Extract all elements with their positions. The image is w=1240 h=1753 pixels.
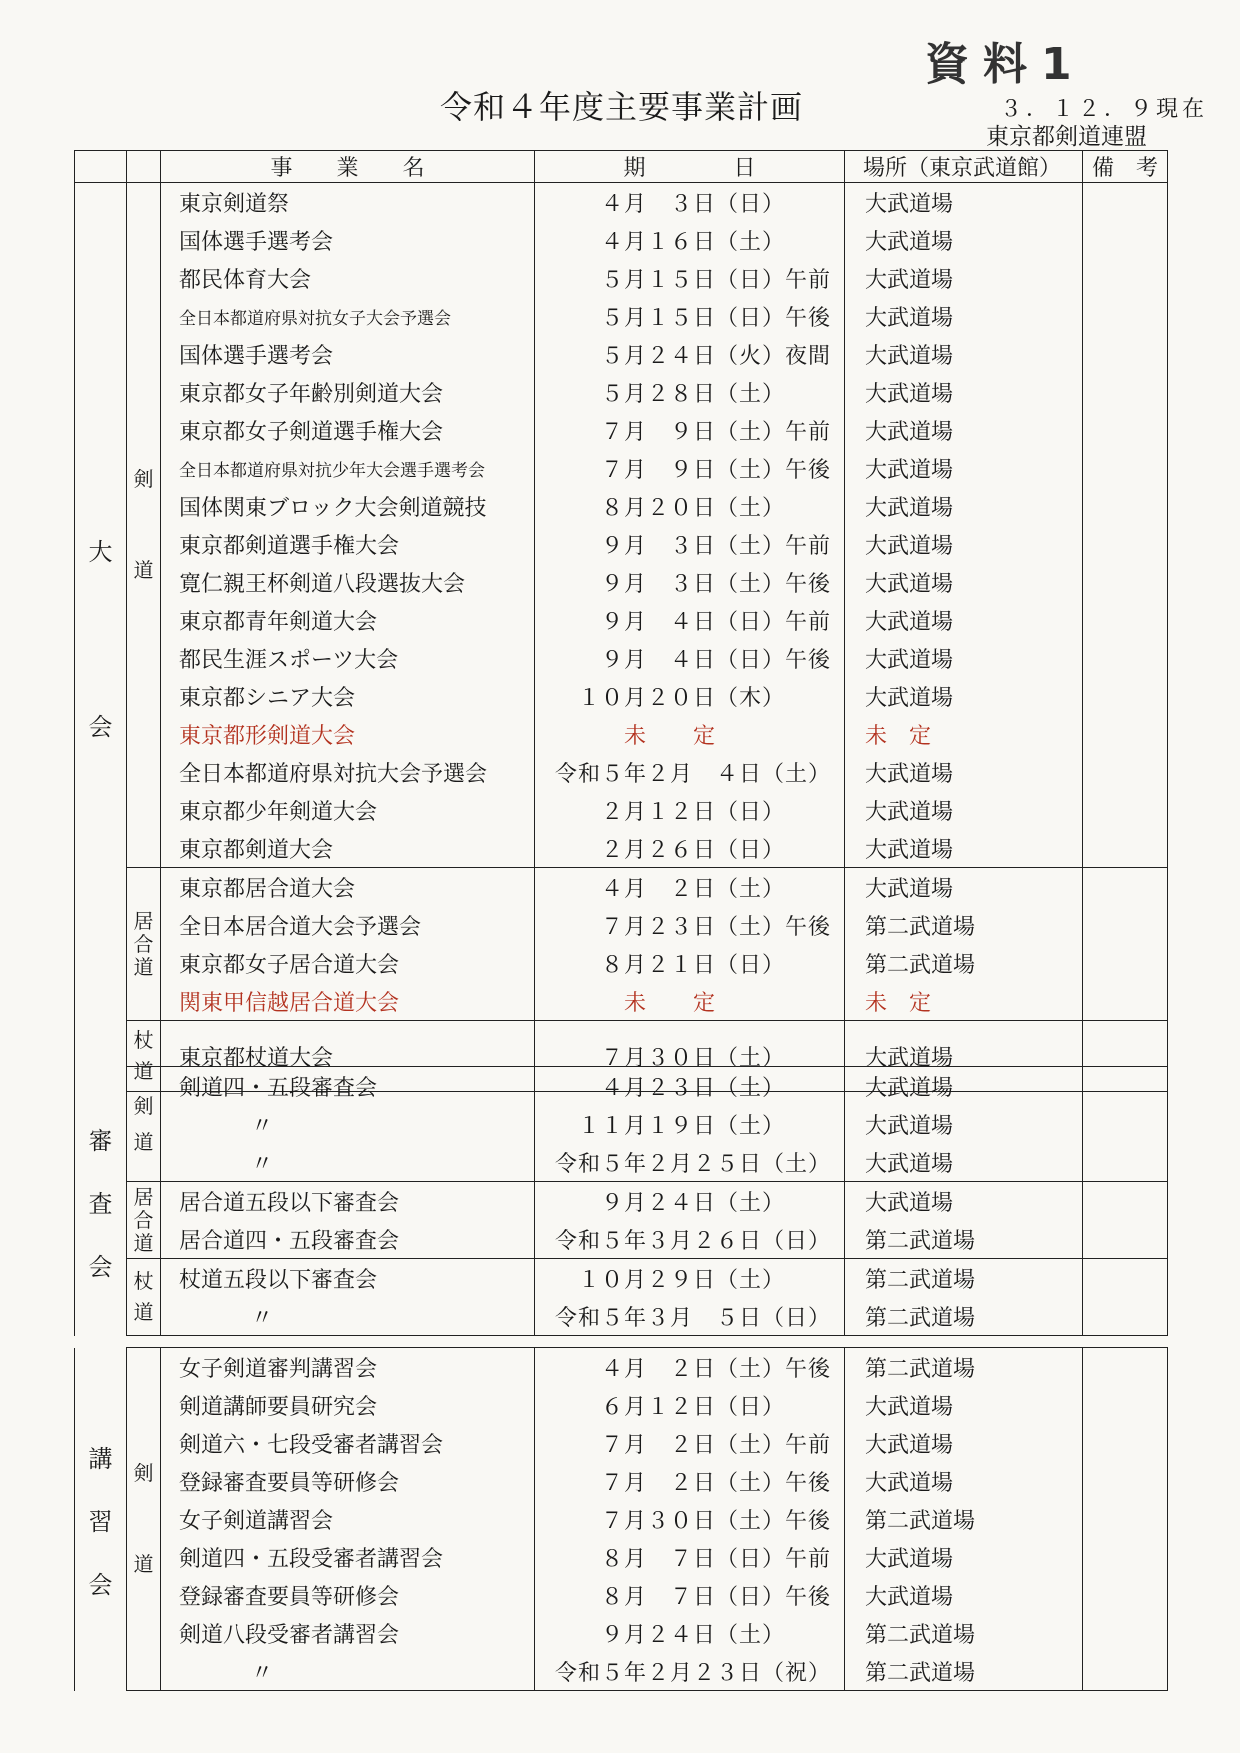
event-place: 大武道場 bbox=[845, 1067, 1083, 1106]
table-row bbox=[75, 1348, 1168, 1387]
table-row bbox=[75, 1500, 1168, 1538]
event-place: 大武道場 bbox=[845, 868, 1083, 907]
event-date: ８月 ７日（日）午前 bbox=[535, 1538, 845, 1576]
event-date: ８月２１日（日） bbox=[535, 944, 845, 982]
table-row bbox=[75, 1652, 1168, 1691]
section-label bbox=[75, 1067, 127, 1336]
event-note bbox=[1083, 297, 1168, 335]
section-label-char: 会 bbox=[88, 1252, 113, 1281]
event-place: 大武道場 bbox=[845, 1576, 1083, 1614]
section-label-char: 習 bbox=[88, 1507, 113, 1536]
table-row bbox=[75, 868, 1168, 907]
event-date: ６月１２日（日） bbox=[535, 1386, 845, 1424]
event-note bbox=[1083, 1348, 1168, 1387]
event-note bbox=[1083, 563, 1168, 601]
table-row bbox=[75, 1105, 1168, 1143]
event-date: ５月１５日（日）午前 bbox=[535, 259, 845, 297]
event-place: 大武道場 bbox=[845, 411, 1083, 449]
event-name: 登録審査要員等研修会 bbox=[161, 1576, 535, 1614]
event-name: 東京都杖道大会 bbox=[161, 1021, 535, 1092]
header-blank-2 bbox=[127, 151, 161, 183]
event-name: 登録審査要員等研修会 bbox=[161, 1462, 535, 1500]
event-place: 第二武道場 bbox=[845, 1614, 1083, 1652]
event-name: 剣道四・五段受審者講習会 bbox=[161, 1538, 535, 1576]
event-place: 大武道場 bbox=[845, 487, 1083, 525]
event-date: ５月２８日（土） bbox=[535, 373, 845, 411]
event-note bbox=[1083, 1182, 1168, 1221]
table-row bbox=[75, 1220, 1168, 1259]
table-row bbox=[75, 1538, 1168, 1576]
table-row bbox=[75, 982, 1168, 1021]
table-row bbox=[75, 1143, 1168, 1182]
event-note bbox=[1083, 1652, 1168, 1691]
category-label-char: 道 bbox=[133, 558, 154, 582]
category-label-char: 道 bbox=[133, 1552, 154, 1576]
event-name: 東京都女子年齢別剣道大会 bbox=[161, 373, 535, 411]
event-note bbox=[1083, 259, 1168, 297]
table-row bbox=[75, 1297, 1168, 1336]
event-place: 大武道場 bbox=[845, 259, 1083, 297]
event-place: 大武道場 bbox=[845, 449, 1083, 487]
category-label-char: 合 bbox=[133, 1207, 154, 1232]
event-name: 居合道四・五段審査会 bbox=[161, 1220, 535, 1259]
event-date: 令和５年３月 ５日（日） bbox=[535, 1297, 845, 1336]
category-label-char: 剣 bbox=[133, 467, 154, 491]
event-note bbox=[1083, 601, 1168, 639]
event-name: 都民体育大会 bbox=[161, 259, 535, 297]
event-date: ４月 ３日（日） bbox=[535, 183, 845, 222]
event-place: 大武道場 bbox=[845, 1462, 1083, 1500]
event-date: 令和５年２月２３日（祝） bbox=[535, 1652, 845, 1691]
event-note bbox=[1083, 829, 1168, 868]
event-date: ７月 ９日（土）午前 bbox=[535, 411, 845, 449]
organization-name: 東京都剣道連盟 bbox=[986, 124, 1147, 150]
event-date: ９月 ４日（日）午前 bbox=[535, 601, 845, 639]
event-date: ８月２０日（土） bbox=[535, 487, 845, 525]
category-label-char: 杖 bbox=[133, 1269, 154, 1293]
event-date: ７月３０日（土） bbox=[535, 1021, 845, 1092]
event-place: 第二武道場 bbox=[845, 1500, 1083, 1538]
event-date: １０月２９日（土） bbox=[535, 1259, 845, 1298]
section-label-char: 審 bbox=[88, 1126, 113, 1155]
event-note bbox=[1083, 1538, 1168, 1576]
schedule-table-3 bbox=[74, 1347, 1168, 1691]
section-label-char: 大 bbox=[88, 538, 113, 567]
document-stamp: 資料1 bbox=[925, 39, 1086, 90]
event-note bbox=[1083, 1067, 1168, 1106]
event-name: 東京都少年剣道大会 bbox=[161, 791, 535, 829]
event-place: 大武道場 bbox=[845, 221, 1083, 259]
table-row bbox=[75, 753, 1168, 791]
header-date: 期 日 bbox=[535, 151, 845, 183]
section-label-char: 講 bbox=[88, 1444, 113, 1473]
event-date: ４月 ２日（土）午後 bbox=[535, 1348, 845, 1387]
event-date: ９月 ３日（土）午前 bbox=[535, 525, 845, 563]
category-label-char: 剣 bbox=[133, 1093, 154, 1118]
event-date: ４月 ２日（土） bbox=[535, 868, 845, 907]
event-place: 大武道場 bbox=[845, 1386, 1083, 1424]
section-label-char: 査 bbox=[88, 1189, 113, 1218]
event-place: 大武道場 bbox=[845, 639, 1083, 677]
schedule-table-1 bbox=[74, 150, 1168, 1092]
header-place: 場所（東京武道館） bbox=[845, 151, 1083, 183]
category-label bbox=[127, 1259, 161, 1336]
event-name: 全日本都道府県対抗大会予選会 bbox=[161, 753, 535, 791]
event-name: 国体選手選考会 bbox=[161, 335, 535, 373]
event-name: 東京剣道祭 bbox=[161, 183, 535, 222]
category-label-char: 道 bbox=[133, 954, 154, 979]
event-name: 剣道六・七段受審者講習会 bbox=[161, 1424, 535, 1462]
event-name: 東京都形剣道大会 bbox=[161, 715, 535, 753]
event-note bbox=[1083, 982, 1168, 1021]
table-row bbox=[75, 563, 1168, 601]
event-place: 大武道場 bbox=[845, 563, 1083, 601]
event-name: 剣道八段受審者講習会 bbox=[161, 1614, 535, 1652]
table-row bbox=[75, 1424, 1168, 1462]
table-row bbox=[75, 829, 1168, 868]
table-row bbox=[75, 487, 1168, 525]
event-name: 全日本居合道大会予選会 bbox=[161, 906, 535, 944]
page-title: 令和４年度主要事業計画 bbox=[440, 88, 804, 126]
event-name: 女子剣道講習会 bbox=[161, 1500, 535, 1538]
event-place: 第二武道場 bbox=[845, 1652, 1083, 1691]
event-place: 大武道場 bbox=[845, 1424, 1083, 1462]
event-date: ９月２４日（土） bbox=[535, 1182, 845, 1221]
event-name: 東京都女子剣道選手権大会 bbox=[161, 411, 535, 449]
event-name: 都民生涯スポーツ大会 bbox=[161, 639, 535, 677]
header-note: 備 考 bbox=[1083, 151, 1168, 183]
category-label-char: 道 bbox=[133, 1230, 154, 1255]
event-place: 大武道場 bbox=[845, 1105, 1083, 1143]
event-place: 大武道場 bbox=[845, 1143, 1083, 1182]
event-place: 大武道場 bbox=[845, 373, 1083, 411]
event-note bbox=[1083, 715, 1168, 753]
event-date: ７月 ２日（土）午前 bbox=[535, 1424, 845, 1462]
table-row bbox=[75, 335, 1168, 373]
header-blank-1 bbox=[75, 151, 127, 183]
event-name: 〃 bbox=[161, 1652, 535, 1691]
event-date: 未 定 bbox=[535, 715, 845, 753]
event-place: 大武道場 bbox=[845, 829, 1083, 868]
event-name: 東京都剣道選手権大会 bbox=[161, 525, 535, 563]
table-row bbox=[75, 183, 1168, 222]
event-note bbox=[1083, 868, 1168, 907]
event-name: 東京都シニア大会 bbox=[161, 677, 535, 715]
table-row bbox=[75, 1462, 1168, 1500]
table-row bbox=[75, 221, 1168, 259]
table-row bbox=[75, 906, 1168, 944]
event-note bbox=[1083, 1259, 1168, 1298]
event-name: 全日本都道府県対抗女子大会予選会 bbox=[161, 297, 535, 335]
table-row bbox=[75, 297, 1168, 335]
event-note bbox=[1083, 1462, 1168, 1500]
event-place: 大武道場 bbox=[845, 1021, 1083, 1092]
event-date: ８月 ７日（日）午後 bbox=[535, 1576, 845, 1614]
event-place: 大武道場 bbox=[845, 335, 1083, 373]
event-place: 大武道場 bbox=[845, 791, 1083, 829]
event-name: 国体関東ブロック大会剣道競技 bbox=[161, 487, 535, 525]
table-row bbox=[75, 677, 1168, 715]
event-note bbox=[1083, 1614, 1168, 1652]
event-date: ９月 ３日（土）午後 bbox=[535, 563, 845, 601]
table-row bbox=[75, 1259, 1168, 1298]
category-label-char: 杖 bbox=[133, 1028, 154, 1052]
table-row bbox=[75, 1067, 1168, 1106]
section-label bbox=[75, 183, 127, 1092]
event-place: 大武道場 bbox=[845, 1538, 1083, 1576]
category-label-char: 合 bbox=[133, 931, 154, 956]
event-name: 居合道五段以下審査会 bbox=[161, 1182, 535, 1221]
event-place: 大武道場 bbox=[845, 297, 1083, 335]
event-note bbox=[1083, 753, 1168, 791]
event-note bbox=[1083, 1297, 1168, 1336]
event-note bbox=[1083, 944, 1168, 982]
event-note bbox=[1083, 183, 1168, 222]
header-event-name: 事 業 名 bbox=[161, 151, 535, 183]
table-row bbox=[75, 373, 1168, 411]
event-date: ２月１２日（日） bbox=[535, 791, 845, 829]
event-place: 大武道場 bbox=[845, 601, 1083, 639]
table-row bbox=[75, 449, 1168, 487]
category-label bbox=[127, 1348, 161, 1691]
event-note bbox=[1083, 373, 1168, 411]
category-label bbox=[127, 1067, 161, 1182]
table-row bbox=[75, 1386, 1168, 1424]
section-label-char: 会 bbox=[88, 713, 113, 742]
event-date: ４月２３日（土） bbox=[535, 1067, 845, 1106]
event-date: ７月２３日（土）午後 bbox=[535, 906, 845, 944]
event-name: 東京都居合道大会 bbox=[161, 868, 535, 907]
table-row bbox=[75, 1182, 1168, 1221]
event-date: １０月２０日（木） bbox=[535, 677, 845, 715]
category-label bbox=[127, 183, 161, 868]
event-note bbox=[1083, 1386, 1168, 1424]
section-label-char: 会 bbox=[88, 1570, 113, 1599]
table-row bbox=[75, 1614, 1168, 1652]
event-place: 第二武道場 bbox=[845, 906, 1083, 944]
event-place: 大武道場 bbox=[845, 183, 1083, 222]
event-note bbox=[1083, 411, 1168, 449]
event-place: 大武道場 bbox=[845, 677, 1083, 715]
event-date: ７月 ９日（土）午後 bbox=[535, 449, 845, 487]
table-header-row bbox=[75, 151, 1168, 183]
event-name: 関東甲信越居合道大会 bbox=[161, 982, 535, 1021]
category-label bbox=[127, 1182, 161, 1259]
event-name: 東京都女子居合道大会 bbox=[161, 944, 535, 982]
event-place: 大武道場 bbox=[845, 1182, 1083, 1221]
event-date: 未 定 bbox=[535, 982, 845, 1021]
table-row bbox=[75, 1576, 1168, 1614]
event-name: 東京都剣道大会 bbox=[161, 829, 535, 868]
event-date: １１月１９日（土） bbox=[535, 1105, 845, 1143]
table-row bbox=[75, 944, 1168, 982]
category-label-char: 道 bbox=[133, 1300, 154, 1324]
event-name: 全日本都道府県対抗少年大会選手選考会 bbox=[161, 449, 535, 487]
event-note bbox=[1083, 1500, 1168, 1538]
event-place: 未 定 bbox=[845, 715, 1083, 753]
event-name: 〃 bbox=[161, 1297, 535, 1336]
event-date: ９月 ４日（日）午後 bbox=[535, 639, 845, 677]
event-note bbox=[1083, 677, 1168, 715]
event-date: ５月１５日（日）午後 bbox=[535, 297, 845, 335]
event-name: 杖道五段以下審査会 bbox=[161, 1259, 535, 1298]
event-date: ４月１６日（土） bbox=[535, 221, 845, 259]
event-place: 未 定 bbox=[845, 982, 1083, 1021]
event-place: 第二武道場 bbox=[845, 1297, 1083, 1336]
category-label-char: 居 bbox=[133, 908, 154, 933]
category-label-char: 道 bbox=[133, 1129, 154, 1154]
event-name: 剣道四・五段審査会 bbox=[161, 1067, 535, 1106]
event-note bbox=[1083, 1220, 1168, 1259]
as-of-date: ３．１２．９現在 bbox=[1000, 97, 1209, 122]
event-place: 第二武道場 bbox=[845, 1259, 1083, 1298]
category-label bbox=[127, 868, 161, 1021]
table-row bbox=[75, 525, 1168, 563]
table-row bbox=[75, 791, 1168, 829]
event-date: ７月 ２日（土）午後 bbox=[535, 1462, 845, 1500]
category-label-char: 剣 bbox=[133, 1461, 154, 1485]
event-date: ７月３０日（土）午後 bbox=[535, 1500, 845, 1538]
event-date: ５月２４日（火）夜間 bbox=[535, 335, 845, 373]
table-row bbox=[75, 411, 1168, 449]
event-note bbox=[1083, 1105, 1168, 1143]
event-date: 令和５年３月２６日（日） bbox=[535, 1220, 845, 1259]
event-note bbox=[1083, 525, 1168, 563]
table-row bbox=[75, 715, 1168, 753]
event-note bbox=[1083, 221, 1168, 259]
event-place: 大武道場 bbox=[845, 525, 1083, 563]
event-name: 東京都青年剣道大会 bbox=[161, 601, 535, 639]
event-note bbox=[1083, 791, 1168, 829]
event-note bbox=[1083, 335, 1168, 373]
event-date: ２月２６日（日） bbox=[535, 829, 845, 868]
event-date: ９月２４日（土） bbox=[535, 1614, 845, 1652]
event-place: 大武道場 bbox=[845, 753, 1083, 791]
table-row bbox=[75, 601, 1168, 639]
section-label bbox=[75, 1348, 127, 1691]
event-date: 令和５年２月 ４日（土） bbox=[535, 753, 845, 791]
table-row bbox=[75, 259, 1168, 297]
event-name: 女子剣道審判講習会 bbox=[161, 1348, 535, 1387]
event-note bbox=[1083, 1143, 1168, 1182]
table-row bbox=[75, 639, 1168, 677]
event-name: 国体選手選考会 bbox=[161, 221, 535, 259]
schedule-table-2 bbox=[74, 1066, 1168, 1336]
event-note bbox=[1083, 1576, 1168, 1614]
event-place: 第二武道場 bbox=[845, 1348, 1083, 1387]
event-name: 剣道講師要員研究会 bbox=[161, 1386, 535, 1424]
event-name: 寛仁親王杯剣道八段選抜大会 bbox=[161, 563, 535, 601]
event-note bbox=[1083, 487, 1168, 525]
event-note bbox=[1083, 449, 1168, 487]
event-note bbox=[1083, 906, 1168, 944]
event-name: 〃 bbox=[161, 1143, 535, 1182]
category-label-char: 居 bbox=[133, 1184, 154, 1209]
event-note bbox=[1083, 1424, 1168, 1462]
event-place: 第二武道場 bbox=[845, 944, 1083, 982]
category-label-char: 道 bbox=[133, 1059, 154, 1083]
event-name: 〃 bbox=[161, 1105, 535, 1143]
event-date: 令和５年２月２５日（土） bbox=[535, 1143, 845, 1182]
event-note bbox=[1083, 639, 1168, 677]
event-place: 第二武道場 bbox=[845, 1220, 1083, 1259]
